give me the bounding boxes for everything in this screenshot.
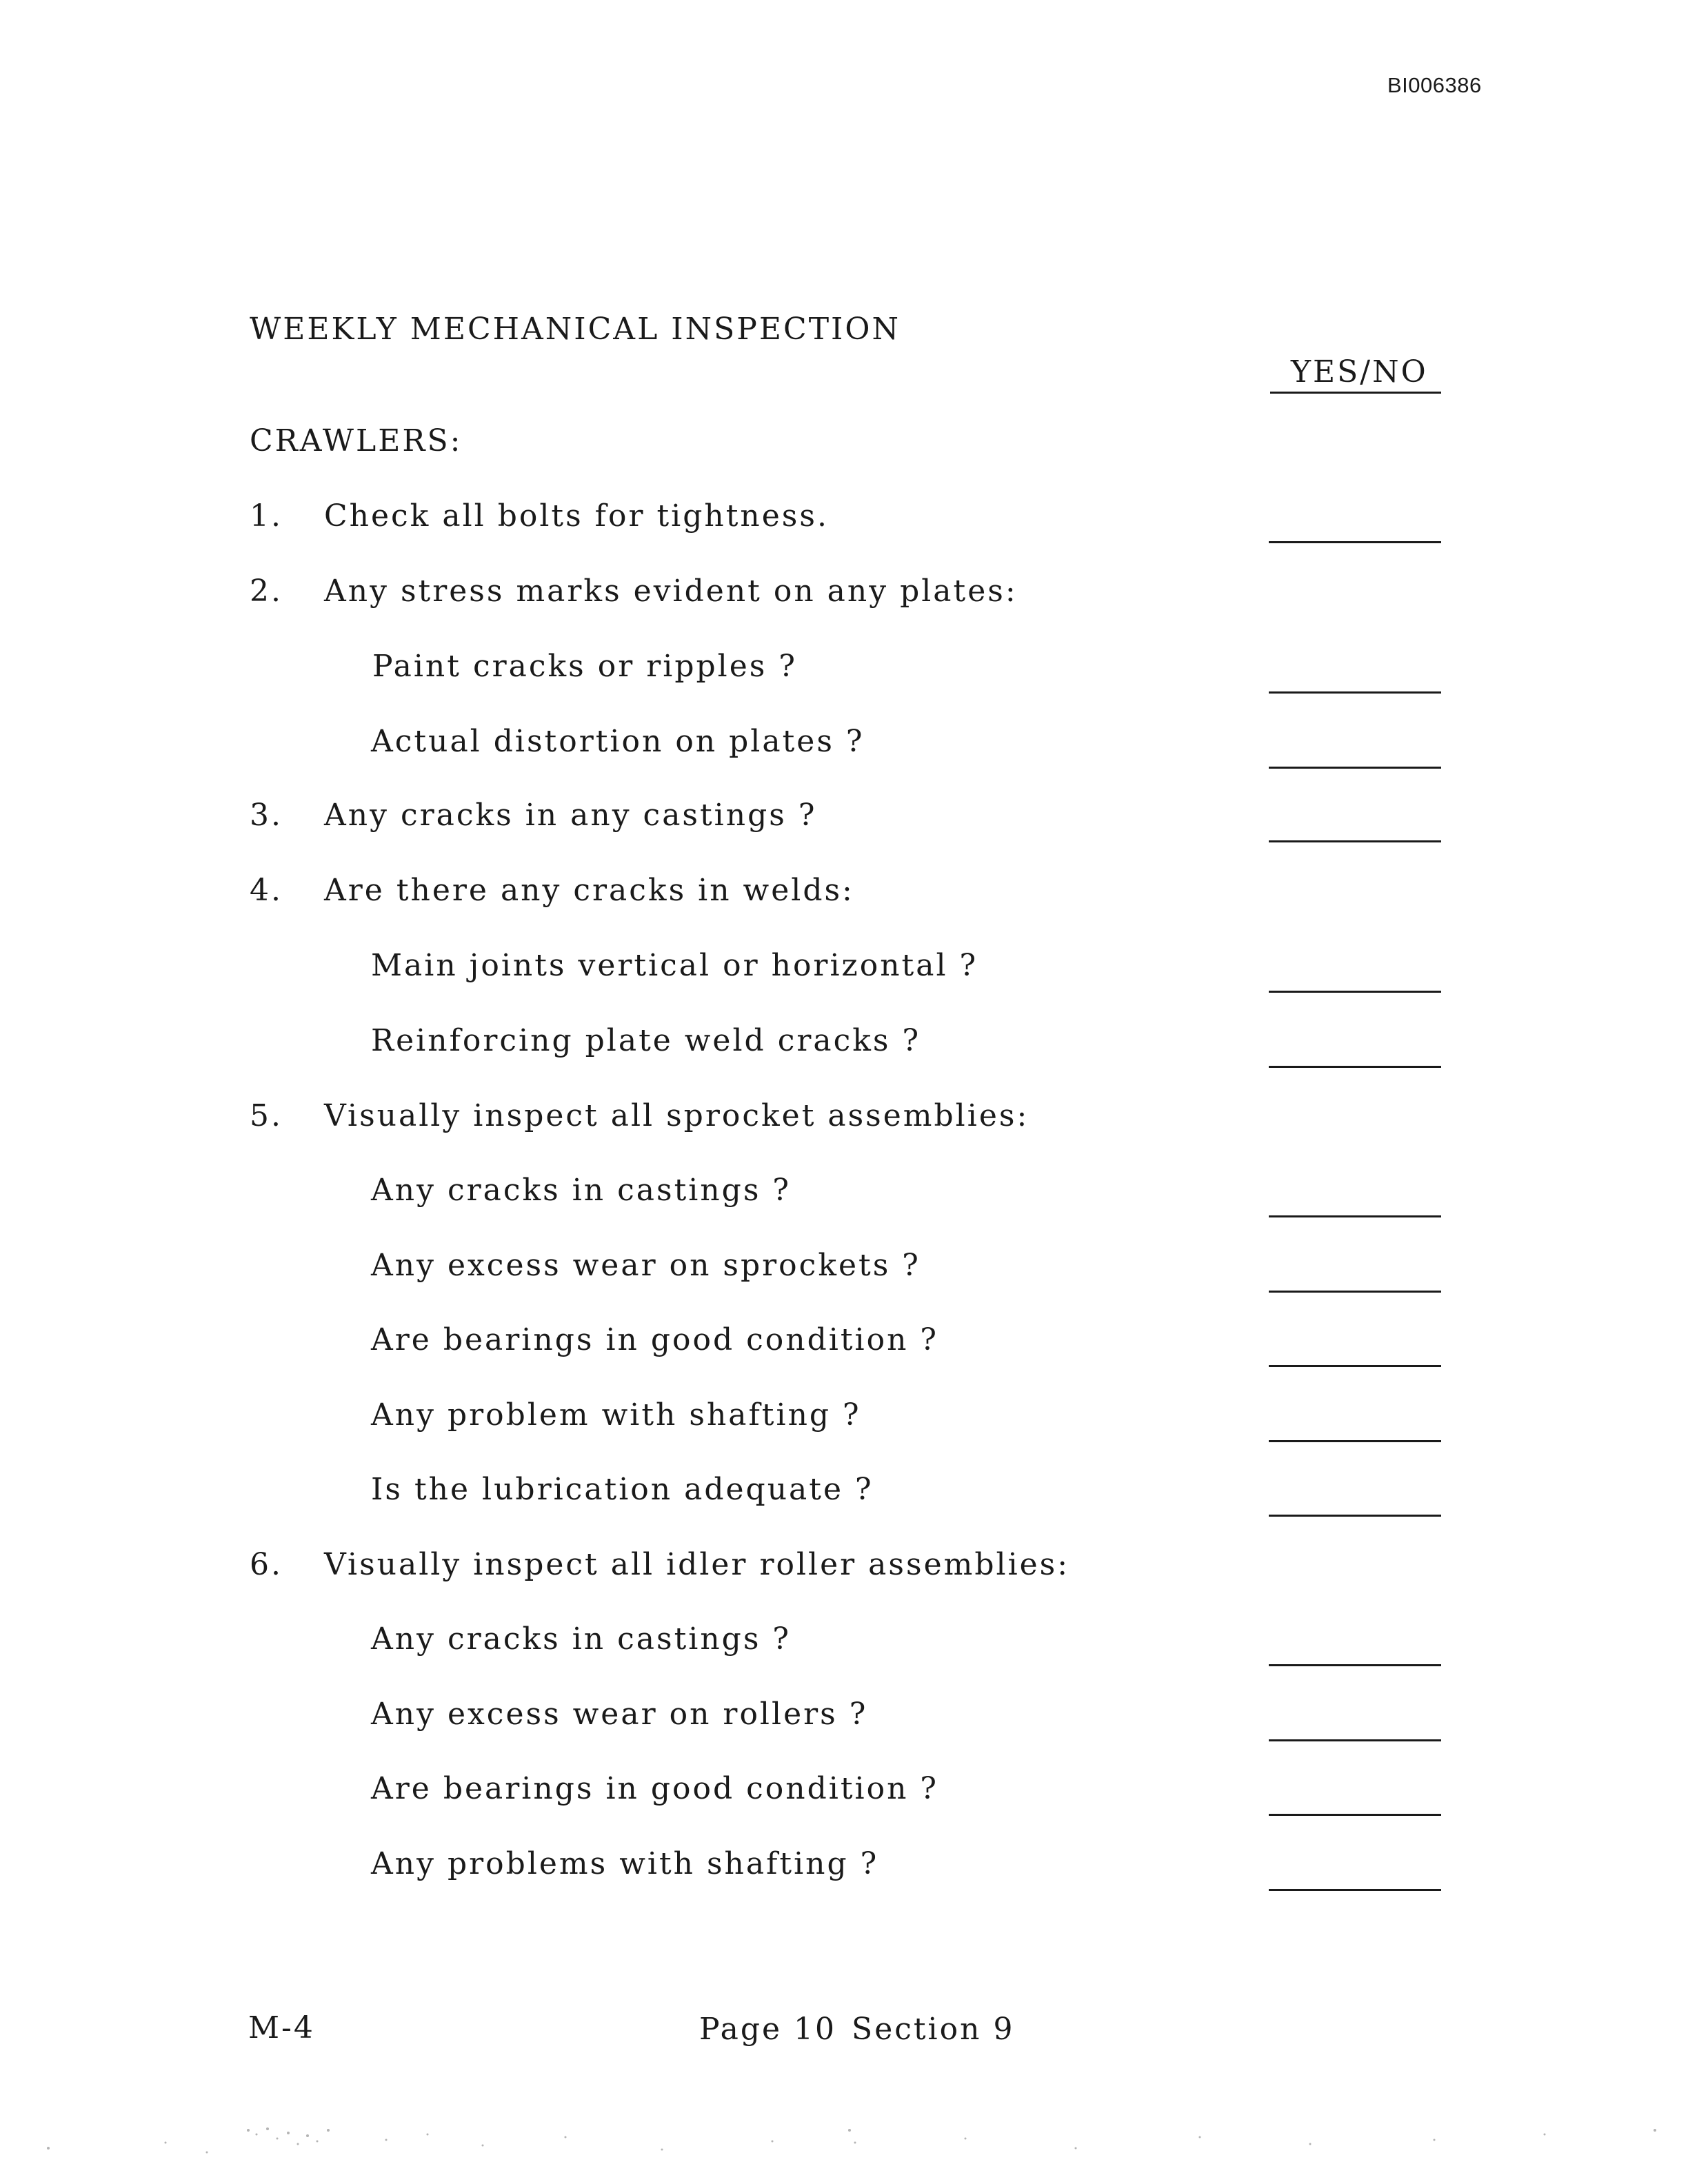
subitem-text: Any problem with shafting ? — [371, 1397, 861, 1433]
subitem-text: Any cracks in castings ? — [371, 1621, 792, 1657]
form-title: WEEKLY MECHANICAL INSPECTION — [250, 312, 901, 347]
item-text: Visually inspect all idler roller assemblies: — [324, 1547, 1070, 1582]
yes-no-answer-line[interactable] — [1269, 991, 1441, 993]
page-footer — [699, 2012, 1014, 2047]
page-number: Page 10 — [699, 2012, 837, 2047]
yes-no-answer-line[interactable] — [1269, 840, 1441, 842]
checklist-subitem — [250, 1248, 1463, 1289]
subitem-text: Are bearings in good condition ? — [371, 1322, 939, 1357]
yes-no-answer-line[interactable] — [1269, 1291, 1441, 1293]
checklist-item — [250, 498, 1463, 540]
form-code: M-4 — [248, 2010, 315, 2045]
item-number: 1. — [250, 498, 283, 534]
checklist-item — [250, 1547, 1463, 1588]
checklist-item — [250, 873, 1463, 914]
item-text: Are there any cracks in welds: — [324, 873, 854, 908]
subitem-text: Are bearings in good condition ? — [371, 1771, 939, 1806]
answer-column-header: YES/NO — [1291, 354, 1428, 390]
checklist-subitem — [250, 1322, 1463, 1364]
section-heading: CRAWLERS: — [250, 423, 463, 458]
checklist-subitem — [250, 948, 1463, 989]
checklist-subitem — [250, 1173, 1463, 1214]
yes-no-answer-line[interactable] — [1269, 1664, 1441, 1666]
checklist-item — [250, 1098, 1463, 1140]
yes-no-answer-line[interactable] — [1269, 1215, 1441, 1217]
checklist-subitem — [250, 1023, 1463, 1064]
subitem-text: Paint cracks or ripples ? — [372, 649, 797, 684]
subitem-text: Any excess wear on rollers ? — [371, 1697, 868, 1732]
checklist-subitem — [250, 724, 1463, 765]
subitem-text: Any cracks in castings ? — [371, 1173, 792, 1208]
item-text: Any stress marks evident on any plates: — [324, 574, 1018, 609]
yes-no-answer-line[interactable] — [1269, 1739, 1441, 1741]
checklist-subitem — [250, 1397, 1463, 1439]
yes-no-answer-line[interactable] — [1269, 1889, 1441, 1891]
item-number: 6. — [250, 1547, 283, 1582]
subitem-text: Any problems with shafting ? — [371, 1846, 879, 1881]
item-text: Check all bolts for tightness. — [324, 498, 829, 534]
yes-no-answer-line[interactable] — [1269, 1066, 1441, 1068]
checklist-subitem — [250, 1771, 1463, 1812]
yes-no-answer-line[interactable] — [1269, 1814, 1441, 1816]
yes-no-answer-line[interactable] — [1269, 1440, 1441, 1442]
subitem-text: Actual distortion on plates ? — [371, 724, 865, 759]
subitem-text: Main joints vertical or horizontal ? — [371, 948, 978, 983]
checklist-subitem — [250, 649, 1463, 690]
subitem-text: Reinforcing plate weld cracks ? — [371, 1023, 921, 1058]
item-number: 3. — [250, 798, 283, 833]
scan-noise — [0, 2110, 1688, 2184]
checklist-item — [250, 574, 1463, 615]
subitem-text: Any excess wear on sprockets ? — [371, 1248, 921, 1283]
checklist-subitem — [250, 1697, 1463, 1738]
yes-no-answer-line[interactable] — [1269, 541, 1441, 543]
item-text: Any cracks in any castings ? — [324, 798, 817, 833]
item-number: 5. — [250, 1098, 283, 1133]
item-number: 2. — [250, 574, 283, 609]
section-number: Section 9 — [852, 2012, 1015, 2047]
yes-no-answer-line[interactable] — [1269, 1515, 1441, 1517]
subitem-text: Is the lubrication adequate ? — [371, 1472, 874, 1507]
item-number: 4. — [250, 873, 283, 908]
checklist-subitem — [250, 1846, 1463, 1888]
yes-no-answer-line[interactable] — [1269, 1365, 1441, 1367]
checklist-item — [250, 798, 1463, 839]
checklist-subitem — [250, 1621, 1463, 1663]
yes-no-answer-line[interactable] — [1269, 767, 1441, 769]
yes-no-answer-line[interactable] — [1269, 691, 1441, 694]
item-text: Visually inspect all sprocket assemblies: — [324, 1098, 1029, 1133]
answer-column-header-underline — [1270, 392, 1441, 394]
checklist-subitem — [250, 1472, 1463, 1513]
document-id: BI006386 — [1387, 73, 1482, 97]
